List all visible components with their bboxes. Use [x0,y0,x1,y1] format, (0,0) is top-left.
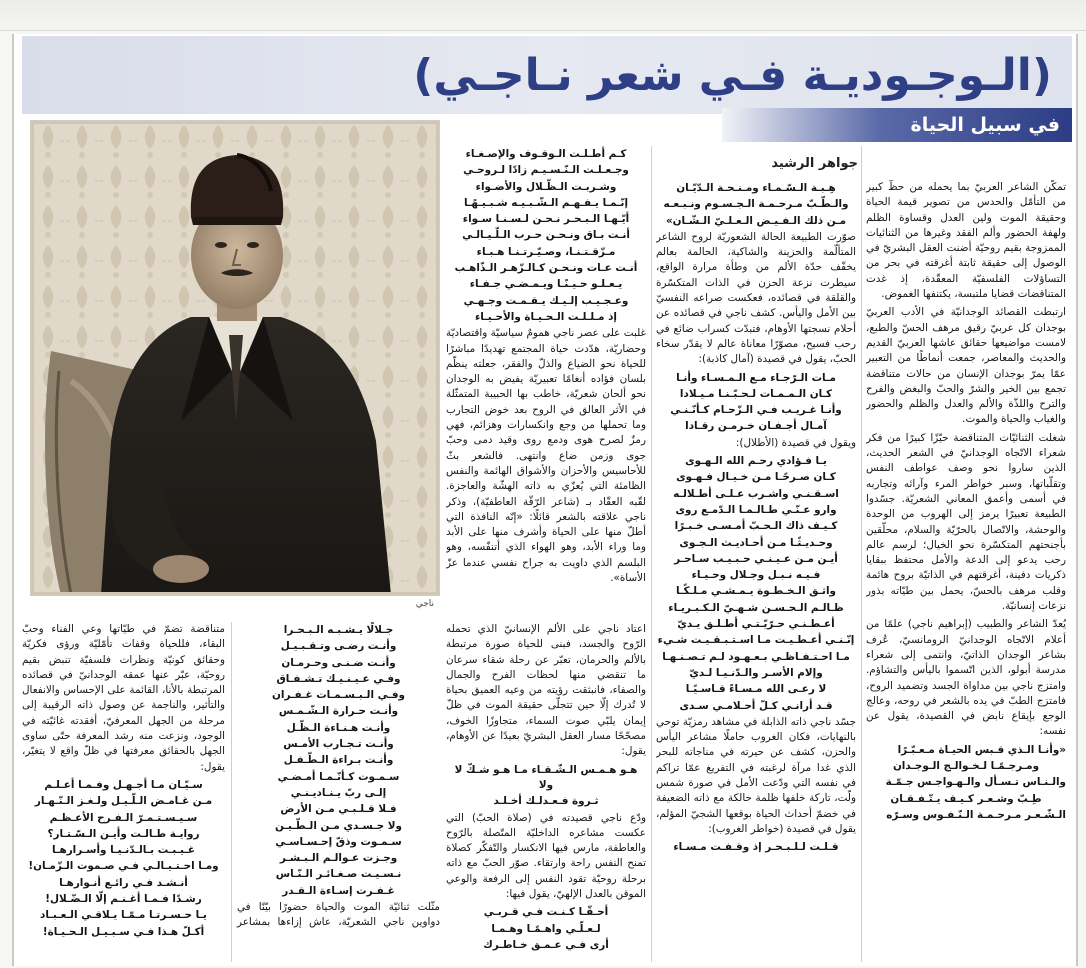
paragraph: مثّلت ثنائيّة الموت والحياة حضورًا بيّنًا في دواوين ناجي الشعريّة، عاش إزاءها بمشاعر متناقضة تضمّ في طيّاتها وعي الفناء وحبّ البقاء، فللحياة وقفات تأمّليّة ورؤى فكريّة وحقائق كونيّة ونظرات فلسفيّة تنبض بقيم روحيّة، عبّر عنها عمقه الوجدانيّ في قصائده المرتبطة بالأنا، القائمة على الإحساس والانفعال والتأثير، والناجمة عن وصول ذاته الرقيبة إلى مرحلة من الجهل المعرفيّ، أفقدته غائيّته في الوجود، ونزعت منه رشد المعرفة حتّى ساوى الجهل بالحقائق معرفتها في ظلّ واقع لا يتغيّر، يقول: [22,623,440,929]
verse-line: وأنـت ضـنـى وحـرمـان [281,656,396,669]
verse-line: رشـدًا فـمـا أغـنـم إلّا الـضّـلال! [45,893,202,906]
verse-line: سـمـوت وذقّ إحـسـاسـي [275,835,402,848]
verse-line: كـم أطـلـت الـوقـوف والإصـغـاء [465,148,627,160]
paragraph: ويقول في قصيدة (الأطلال): [735,436,856,449]
article-column-3 [446,146,646,606]
verse-line: أيّـهـا الـبـحـر نـحـن لـسـنـا سـواء [462,213,630,226]
verse-line: اسـقـنـي واشـرب عـلـى أطـلالـه [673,487,839,500]
verse-line: وفـي عـيـنـيـك تـشـفـاق [276,672,401,685]
verse-line: أنـشـد فـي رائـع أنـوارهـا [59,876,188,889]
verse-line: كـان الـمـمـات لـحـبّـنـا مـيـلادا [679,387,833,400]
paragraph: ارتبطت القصائد الوجدانيّة في الأدب العربيّ بوجدان كل عربيّ رقيق مرهف الحسّ والطبع، لامست مواضيعها حقائق عاشها العربيّ القديم والحديث والمعاصر، جمعت أنماطًا من التعبير عمّا يمرّ بوجدان الإنسان من حالات متناقضة تجمع بين الخير والشرّ والحبّ والبغض والفرح والترح واللذّة والألم والعدل والظلم والحضور والغياب والحياة والموت. [866,306,1066,426]
verse-line: ظـالـم الـحـسـن شـهـيّ الـكـبـريـاء [668,601,844,614]
verse-line: سـيّـان مـا أجـهـل وفـمـا أعـلـم [44,778,203,791]
verse-line: مـزّقـتـنـا، وصـيّـرتـنـا هـبـاء [476,245,616,258]
verse-line: أنـت عـات ونـحـن كـالـزّهـر الـذّاهـب [454,262,638,275]
verse-line: أرى فـي عـمـق خـاطـرك [483,938,609,951]
verse-line: أكـلّ هـذا فـي سـبـيـل الـحـيـاة! [42,925,205,938]
verse-line: ومـرجـمًـا لـخـوالـج الـوجـدان [892,759,1040,772]
verse-line: وأنـا غـريـب فـي الـزّحـام كـأنّـنـي [670,404,842,417]
verse-line: سـمـوت كـأنّـمـا أمـضـي [277,770,400,783]
verse-line: أعـطـنـي حـرّيّـتـي أطـلـق يـديّ [677,618,835,631]
verse-line: وأنـت بـراءة الـطّـفـل [283,754,394,767]
verse-line: إذ مـلـلـت الـحـيـاة والأحـيـاء [474,310,617,323]
verse-line: وشـربـت الـظّـلال والأضـواء [475,180,617,193]
article-column-4 [446,622,646,962]
paragraph: يُعدّ الشاعر والطبيب (إبراهيم ناجي) علمًا من أعلام الاتّجاه الوجدانيّ الرومانسيّ، عُرف بشاعر الوجدان الذاتيّ، وانتمى إلى شعراء مدرسة أبولو، الذين اتّسموا باليأس والتشاؤم. وامتزج ناجي بين مداواة الجسد وتضميد الروح، فامتزج الطبّ في يده بالشعر في روحه، وعالج الوجع بإيقاع نابض في القصيدة، يقول عن نفسه: [866,618,1066,738]
article-column-5 [22,622,440,962]
verse-line: يـا حـسـرتـا مـمّـا يـلاقـي الـعـبـاد [40,909,207,922]
verse-line: الـشّـعـر مـرحـمـة الـنّـفـوس وسـرّه [886,808,1066,821]
verse-line: يـعـلـو حـيـنًـا ويـمـضـي جـفـاء [469,278,623,291]
verse-line: وارو عـنّـي طـالـمـا الـدّمـع روى [675,503,837,516]
verse-line: وجـزت عـوالـم الـبـشـر [279,852,398,865]
paragraph: جسّد ناجي ذاته الذابلة في مشاهد رمزيّة توحي بالنهايات، فكان الغروب حاملًا مشاعر اليأس والحزن، كشف عن حيرته في مناجاته للبحر الذي غدا مرآة لرغبته في التفريغ عمّا تراكم في نفسه التي ودّعت الأمل في صورة شمس ولّت، تاركة خلفها ظلمة حالكة مع ذاته الضعيفة في خضمّ أحداث الحياة بوقعها الشجيّ المؤلم، يقول في قصيدة (خواطر الغروب): [656,715,856,835]
verse-line: إنّـمـا يـفـهـم الـشّـبـيـه شـبـيـهًـا [463,196,629,209]
verse-line: جـلالًا يـشـبـه الـبـحـرا [283,624,394,636]
verse-line: قـلـت لـلـبـحـر إذ وقـفـت مـسـاء [673,841,839,854]
verse-line: مـا احـتـفـاظـي بـعـهـود لـم تـصـنـهـا [662,650,850,663]
verse-line: وعـجـيـب إلـيـك يـقـمـت وجـهـي [463,294,629,307]
verse-line: مـن ذلك الـفـيـض الـعـلـيّ الـشّـان» [665,214,847,227]
verse-line: فـلا قـلـبـي مـن الأرض [280,803,397,816]
paragraph: صوّرت الطبيعة الحالة الشعوريّة لروح الشاعر المتألّمة والحزينة والشاكية، الحالمة بعالم يخفّف حدّة الألم من وطأة مرارة الواقع، سيطرت نزعة الحزن في الذات المتكسّرة والقلقة في قصائده، فعكست صراعه النفسيّ بين الأمل واليأس. كشف ناجي في قصائده عن أحلام نسجتها الأوهام، فتبدّت كسراب ضائع في رحب فسيح، مصوّرًا معاناة عالم لا يقدّر سخاء الحبّ، يقول في قصيدة (آمال كاذبة): [656,230,856,366]
verse-line: أيـن مـن عـيـنـي حـبـيـب سـاحـر [674,552,838,565]
verse-line: هـو هـمـس الـشّـقـاء مـا هـو شـكّ لا ولا [454,763,638,791]
verse-line: وأنـت تـجـارب الأمـس [283,738,394,751]
verse-line: «وأنـا الـذي قـبس الحيـاة مـعـبّـرًا [897,743,1066,756]
verse-line: غـيـبـت بـالـدّنـيـا وأسـرارهـا [52,844,195,857]
verse-line: وفـي الـبـسـمـات غـفـران [272,689,405,702]
verse-line: والـطّـبّ مـرحـمـة الـجـسـوم ونـبـعـه [663,198,849,211]
verse-line: كـان صـرحًـا مـن خـيـال فـهـوى [676,471,836,484]
portrait-illustration [31,121,439,595]
verse-line: إنّـنـي أعـطـيـت مـا اسـتـبـقـيـت شـيء [657,634,855,647]
newspaper-page [12,34,1078,966]
verse-line: قـد أرانـي كـلّ أحـلامـي سـدى [679,699,833,712]
verse-line: ثـروة فـعـدلـك أخـلـد [493,795,599,808]
article-column-2 [656,180,856,962]
verse-line: ولا جـسـدي مـن الـطّـيـن [275,819,402,832]
column-section-tag: في سبيل الحياة [722,108,1072,142]
verse-line: سـيـسـتـمـرّ الـفـرح الأعـظـم [49,811,198,824]
verse-line: مـات الـرّجـاء مـع الـمـسـاء وأنـا [676,371,836,384]
verse-line: طِـبّ وشـعـر كـيـف يـتّـفـقـان [890,792,1042,805]
paragraph: تمكّن الشاعر العربيّ بما يحمله من حظّ كبير من التأمّل والحدس من تصوير قيمة الحياة وحقيقة الموت ولين العدل وقساوة الظلم ولهفة الحضور وألم الفقد وغيرها من الثنائيات الممزوجة بقيم روحيّة أضنت العقل البشريّ في الوصول إلى حقيقة ثابتة أغرقته في بحر من التساؤلات الفلسفيّة المعقّدة، إذ غدت المتناقضات قضايا ملتبسة، يكتنفها الغموض. [866,181,1066,301]
paragraph: غلبت على عصر ناجي همومٌ سياسيّة واقتصاديّة وحضاريّة، هدّدت حياة المجتمع تهديدًا مباشرًا للحياة نحو الضياع والذلّ والفقر، جعلته ينظّم بلسان فؤاده أنغامًا تعبيريّة يفيض به الوجدان نحو ألحان شعريّة، خاطب بها الحبيبة المتمثّلة في الأثر العالق في الروح بعد خوض التجارب وما تحملها من وجع وانكسارات وهزائم، فهي رمزٌ لصرح هوى ودمع روى وقيد دمى وحبّ جوى وزمن ضاع وانتهى. فالشعر بثّ للأحاسيس والأحزان والأشواق الهائمة والنفس الظامئة التي يُعزّي به ذاته الهشّة والعاجزة. لقّبه العقّاد بـ (شاعر الرّقّة العاطفيّة)، وذكر ناجي علاقته بالشعر قائلًا: «إنّه النافذة التي أطلّ منها على الحياة وأشرف منها على الأبد وما وراء الأبد، وهو الهواء الذي أتنفّسه، وهو البلسم الذي داويت به جراح نفسي عندما عزّ الأساة». [446,327,646,585]
column-divider [651,146,652,962]
verse-line: وأنـت حـرارة الـشّـمـس [278,705,399,718]
verse-line: غـفـرت إسـاءة الـقـدر [282,884,395,897]
verse-line: ومـا احـتـيـالـي فـي صـموت الـزّمـان! [28,860,219,873]
verse-line: أنـت بـاق ونـحـن حـرب الـلّـيـالـي [462,229,630,242]
top-margin-strip [0,0,1086,31]
verse-line: لا رعـى الله مـسـاءً قـاسـيًـا [685,683,827,696]
paragraph: ودّع ناجي قصيدته في (صلاة الحبّ) التي عكست مشاعره الداخليّة المتّصلة بالرّوح والعاطفة، مارس فيها الانكسار والتّفكّر كصلاة تمنح النفس راحة وارتقاء. صوّر الحبّ مع ذاته برحلة روحيّة تقود النفس إلى الرفعة والوعي الموقن بالعدل الإلهيّ، يقول فيها: [446,811,646,901]
verse-line: كـيـف ذاك الـحـبّ أمـسـى خـبـرًا [674,520,838,533]
verse-line: وجـعـلـت الـنّـسـيـم زادًا لـروحـي [463,164,629,177]
verse-line: هِـبـة الـسّـمـاء ومـنـحـة الـدّيّـان [676,182,836,194]
verse-line: مـن غـامـض الـلّـيـل ولـغـز الـنّـهـار [34,795,213,808]
verse-line: لـعـلّـي واهـمًـا وهـمـا [491,922,601,935]
paragraph: شغلت الثنائيّات المتناقضة حيّزًا كبيرًا من فكر شعراء الاتّجاه الوجدانيّ في الشعر الحديث، الذين ساروا نحو وصف عواطف النفس وتقلّباتها، وسبر خواطر المرء وآرائه وتجاربه في أسمى وأعمق المعاني الشعريّة. جسّدوا الطبيعة تعبيرًا يرمز إلى الهروب من الوحدة والوحشة، والاتّصال بالحرّيّة والسلام، محلّقين بأجنحتهم المتكسّرة نحو الخيال؛ لرسم عالم رحب يدعو إلى الدعة والأمل محتفظ ببقايا ذكريات دفينة، أغرقتهم في الذاتيّة بروح هائمة وقلب مرهف بالحسّ، يحمل بين طيّاته بذور نزعات إنسانيّة. [866,431,1066,613]
headline-band [22,36,1072,114]
verse-line: فـيـه نـبـل وجـلال وحـيـاء [691,569,821,582]
verse-line: يـا فـؤادي رحـم الله الـهـوى [685,455,827,468]
verse-line: آمـال أجـفـان خـرمـن رقـادا [685,420,827,433]
verse-line: وإلام الأسـر والـدّنـيـا لـديّ [689,666,823,679]
verse-line: روايـة طـالـت وأيـن الـسّـتـار؟ [47,827,200,840]
photo-caption: ناجي [415,599,434,609]
verse-line: واثـق الـخـطـوة يـمـشـي مـلـكًـا [676,585,836,598]
verse-line: وأنـت رضـى وتـقـبـيـل [280,640,397,653]
verse-line: والـنـاس تـسـأل والـهـواجـس جـمّـة [885,776,1066,789]
portrait-photo [30,120,440,596]
author-byline: جواهر الرشيد [771,156,858,171]
verse-line: وحـديـثًـا مـن أحـاديـث الـجـوى [679,536,833,549]
verse-line: وأنـت هـنـاءة الـظّـل [286,721,391,734]
verse-line: نـسـيـت صـغـائـر الـنّـاس [275,868,402,881]
verse-line: أحـقّـا كـنـت فـي قـربـي [483,906,609,919]
article-headline: (الـوجـوديـة فـي شعر نـاجـي) [413,49,1052,101]
verse-line: إلـى ربّ يـنـاديـنـي [290,786,387,799]
column-divider [861,146,862,962]
article-column-1 [866,180,1066,962]
paragraph: اعتاد ناجي على الألم الإنسانيّ الذي تحمله الرّوح والجسد، فبنى للحياة صورة مرتبطة بالألم والحرمان، تعبّر عن رحلة شقاء سرعان ما تنقضي منها لحظات الفرح والجمال والصفاء، فانبثقت رؤيته من وعيه العميق بحياة لا تُدرك إلّا حين تتجلّى حقيقة الموت في ظلّ إيمان يلبّي صوت السماء، متجاوزًا الخوف، مصحّحًا مسار العقل البشريّ بعيدًا عن الأوهام، يقول: [446,623,646,758]
